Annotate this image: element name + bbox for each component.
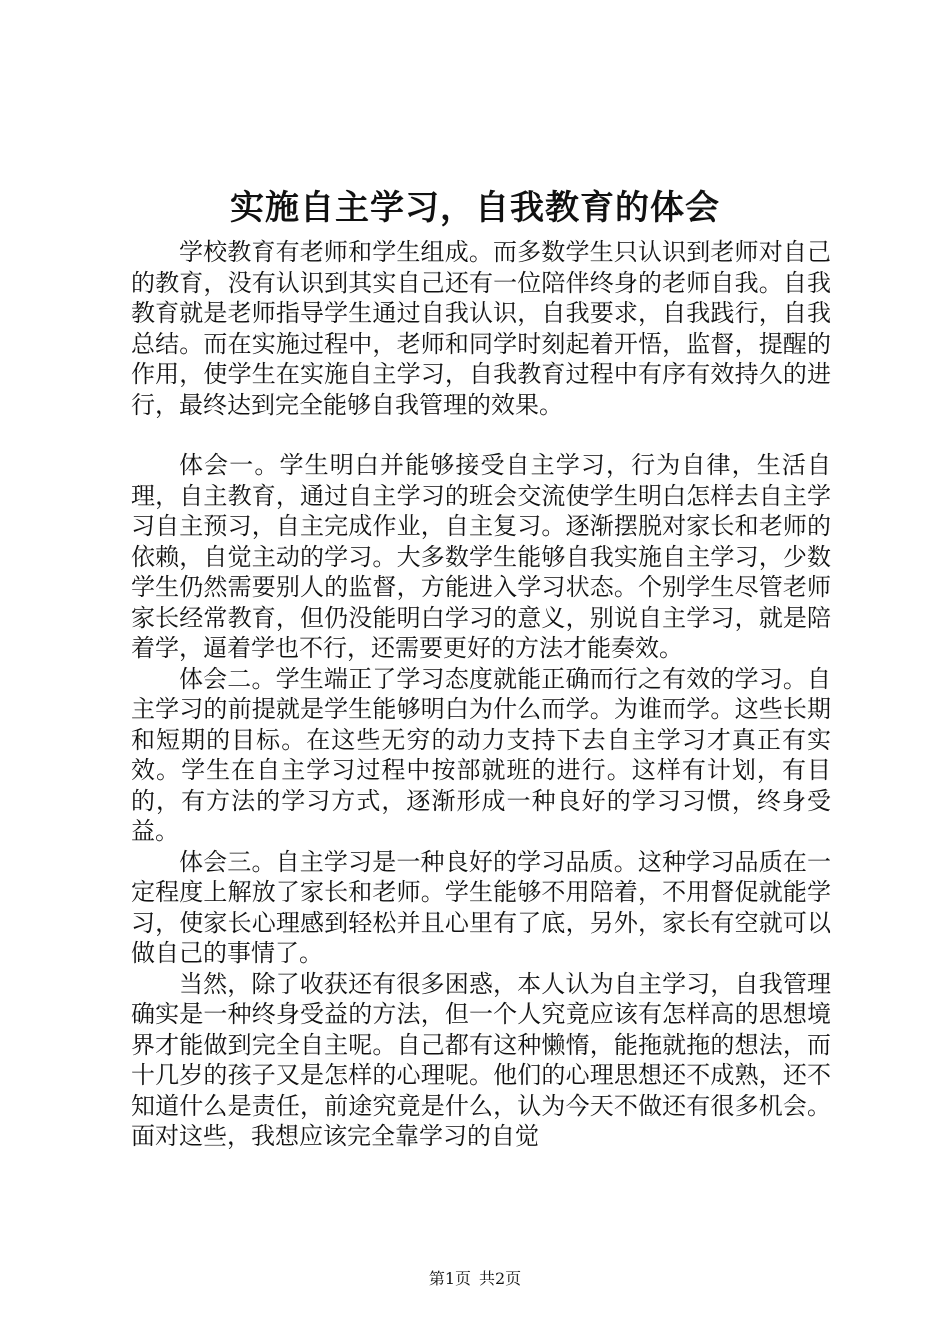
paragraph-reflection: 当然，除了收获还有很多困惑，本人认为自主学习，自我管理确实是一种终身受益的方法，但一个人究竟应该有怎样高的思想境界才能做到完全自主呢。自己都有这种懒惰，能拖就拖的想法，而十几岁的孩子又是怎样的心理呢。他们的心理思想还不成熟，还不知道什么是责任，前途究竟是什么，认为今天不做还有很多机会。面对这些，我想应该完全靠学习的自觉 (131, 969, 831, 1150)
page-number: 第1页 (428, 1269, 471, 1288)
paragraph-insight-two: 体会二。学生端正了学习态度就能正确而行之有效的学习。自主学习的前提就是学生能够明白为什么而学。为谁而学。这些长期和短期的目标。在这些无穷的动力支持下去自主学习才真正有实效。学生在自主学习过程中按部就班的进行。这样有计划，有目的，有方法的学习方式，逐渐形成一种良好的学习习惯，终身受益。 (131, 664, 831, 845)
page-footer (0, 1268, 950, 1290)
paragraph-insight-three: 体会三。自主学习是一种良好的学习品质。这种学习品质在一定程度上解放了家长和老师。学生能够不用陪着，不用督促就能学习，使家长心理感到轻松并且心里有了底，另外，家长有空就可以做自己的事情了。 (131, 847, 831, 967)
paragraph-insight-one: 体会一。学生明白并能够接受自主学习，行为自律，生活自理，自主教育，通过自主学习的班会交流使学生明白怎样去自主学习自主预习，自主完成作业，自主复习。逐渐摆脱对家长和老师的依赖，自觉主动的学习。大多数学生能够自我实施自主学习，少数学生仍然需要别人的监督，方能进入学习状态。个别学生尽管老师家长经常教育，但仍没能明白学习的意义，别说自主学习，就是陪着学，逼着学也不行，还需要更好的方法才能奏效。 (131, 451, 831, 662)
paragraph-intro: 学校教育有老师和学生组成。而多数学生只认识到老师对自己的教育，没有认识到其实自己还有一位陪伴终身的老师自我。自我教育就是老师指导学生通过自我认识，自我要求，自我践行，自我总结。而在实施过程中，老师和同学时刻起着开悟，监督，提醒的作用，使学生在实施自主学习，自我教育过程中有序有效持久的进行，最终达到完全能够自我管理的效果。 (131, 238, 831, 419)
document-body (131, 237, 831, 1152)
document-title: 实施自主学习，自我教育的体会 (230, 188, 720, 228)
page-total: 共2页 (479, 1269, 522, 1288)
